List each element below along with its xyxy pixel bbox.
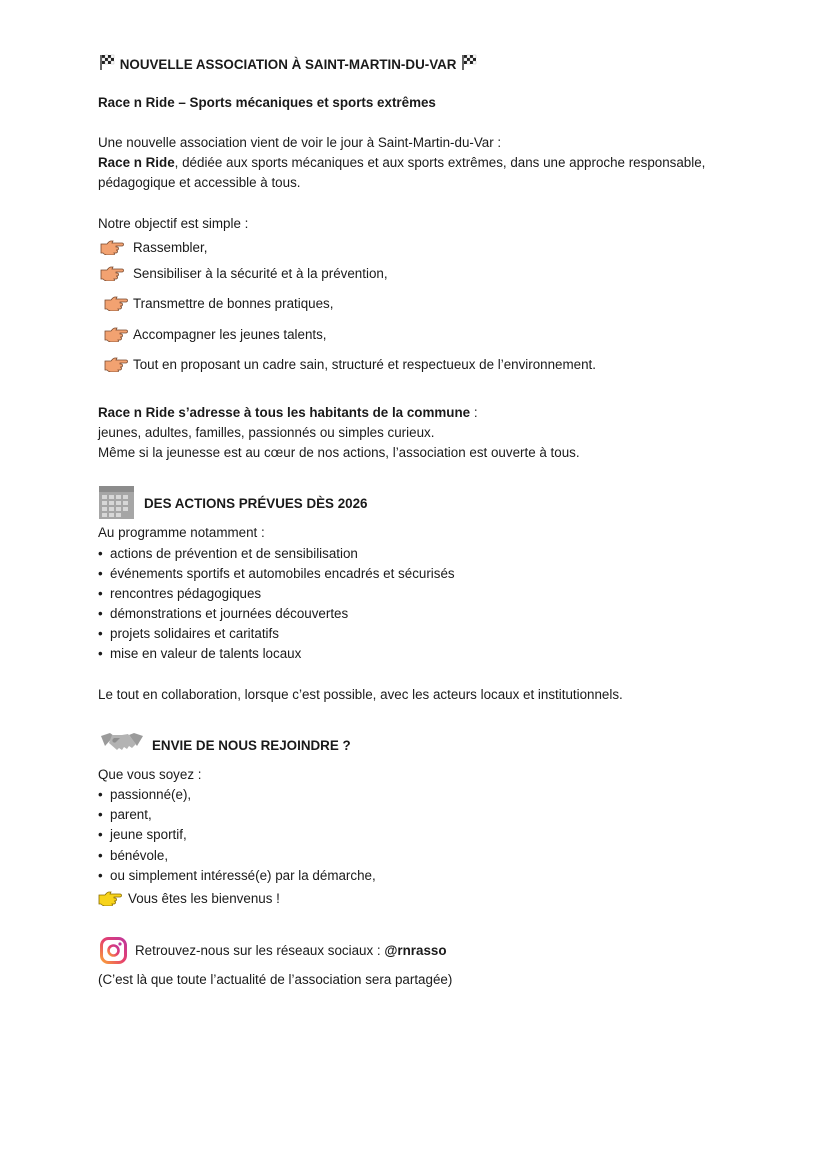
social-note: (C’est là que toute l’actualité de l’association sera partagée) (98, 972, 453, 987)
pointing-hand-icon (100, 265, 124, 281)
pointing-hand-icon (100, 239, 124, 255)
audience-line-1 (98, 404, 478, 422)
join-item: bénévole, (110, 848, 169, 863)
social-line (135, 942, 447, 960)
intro-line-1: Une nouvelle association vient de voir le jour à Saint-Martin-du-Var : (98, 135, 502, 150)
intro-line-3: pédagogique et accessible à tous. (98, 175, 301, 190)
calendar-icon (99, 486, 134, 519)
checkered-flag-icon (460, 53, 478, 71)
objective-item: Accompagner les jeunes talents, (133, 327, 327, 342)
bullet: • (98, 606, 103, 621)
bullet: • (98, 646, 103, 661)
actions-heading: DES ACTIONS PRÉVUES DÈS 2026 (144, 496, 368, 511)
audience-line-2: jeunes, adultes, familles, passionnés ou simples curieux. (98, 425, 435, 440)
bullet: • (98, 868, 103, 883)
instagram-icon (100, 937, 127, 964)
handshake-icon (100, 730, 144, 758)
list-item (98, 826, 187, 844)
join-item: parent, (110, 807, 152, 822)
subtitle: Race n Ride – Sports mécaniques et sports extrêmes (98, 95, 436, 110)
bullet: • (98, 586, 103, 601)
action-item: événements sportifs et automobiles encadrés et sécurisés (110, 566, 455, 581)
join-intro: Que vous soyez : (98, 767, 202, 782)
list-item (98, 625, 279, 643)
list-item (98, 565, 455, 583)
list-item (98, 847, 168, 865)
actions-intro: Au programme notamment : (98, 525, 265, 540)
bullet: • (98, 848, 103, 863)
action-item: démonstrations et journées découvertes (110, 606, 349, 621)
pointing-hand-icon (104, 295, 128, 311)
join-item: passionné(e), (110, 787, 192, 802)
bullet: • (98, 546, 103, 561)
social-text: Retrouvez-nous sur les réseaux sociaux : (135, 943, 385, 958)
page-title-text: NOUVELLE ASSOCIATION À SAINT-MARTIN-DU-VAR (119, 57, 457, 72)
action-item: mise en valeur de talents locaux (110, 646, 302, 661)
join-heading: ENVIE DE NOUS REJOINDRE ? (152, 738, 351, 753)
objective-item: Transmettre de bonnes pratiques, (133, 296, 334, 311)
action-item: actions de prévention et de sensibilisation (110, 546, 358, 561)
action-item: projets solidaires et caritatifs (110, 626, 279, 641)
yellow-pointing-hand-icon (98, 890, 122, 906)
page-title (98, 53, 478, 74)
objective-item: Rassembler, (133, 240, 208, 255)
social-handle[interactable]: @rnrasso (384, 943, 447, 958)
list-item (98, 867, 376, 885)
pointing-hand-icon (104, 356, 128, 372)
list-item (98, 806, 152, 824)
objective-item: Sensibiliser à la sécurité et à la prévention, (133, 266, 388, 281)
list-item (98, 605, 348, 623)
actions-closing: Le tout en collaboration, lorsque c’est possible, avec les acteurs locaux et institutionnels. (98, 687, 623, 702)
audience-line-3: Même si la jeunesse est au cœur de nos actions, l’association est ouverte à tous. (98, 445, 580, 460)
bullet: • (98, 566, 103, 581)
audience-bold: Race n Ride s’adresse à tous les habitants de la commune (98, 405, 471, 420)
pointing-hand-icon (104, 326, 128, 342)
checkered-flag-icon (98, 53, 116, 71)
list-item (98, 786, 191, 804)
bullet: • (98, 626, 103, 641)
objectives-heading: Notre objectif est simple : (98, 216, 249, 231)
association-name: Race n Ride (98, 155, 175, 170)
action-item: rencontres pédagogiques (110, 586, 262, 601)
objective-item: Tout en proposant un cadre sain, structuré et respectueux de l’environnement. (133, 357, 596, 372)
audience-colon: : (470, 405, 478, 420)
welcome-text: Vous êtes les bienvenus ! (128, 891, 280, 906)
join-item: jeune sportif, (110, 827, 187, 842)
list-item (98, 645, 301, 663)
intro-line-2 (98, 154, 705, 172)
join-item: ou simplement intéressé(e) par la démarche, (110, 868, 376, 883)
bullet: • (98, 827, 103, 842)
list-item (98, 545, 358, 563)
bullet: • (98, 787, 103, 802)
list-item (98, 585, 261, 603)
bullet: • (98, 807, 103, 822)
intro-line-2-rest: , dédiée aux sports mécaniques et aux sports extrêmes, dans une approche responsable, (174, 155, 706, 170)
